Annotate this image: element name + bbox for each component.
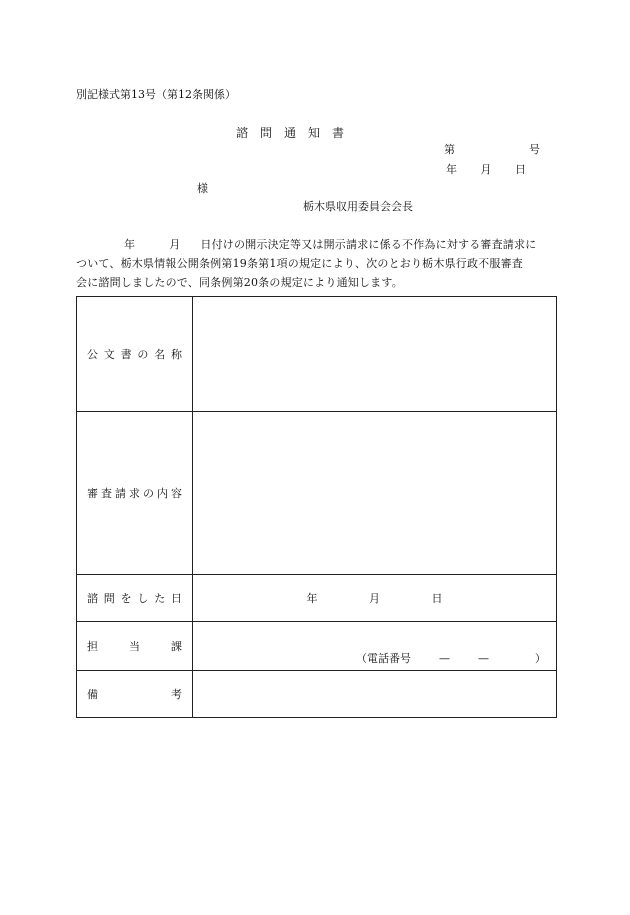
label-char: 容 [171,487,182,500]
phone-close: ） [535,652,546,665]
recipient-honorific: 様 [197,182,208,195]
label-char: 備 [87,688,98,701]
label-document-name [77,297,193,412]
label-char: 査 [101,487,112,500]
body-month: 月 [169,238,181,251]
label-char: 当 [129,640,140,653]
phone-dash-1: — [439,652,450,665]
label-char: 書 [120,348,132,361]
label-char: 求 [129,487,140,500]
label-char: 問 [103,592,115,605]
label-department [77,622,193,671]
label-char: 諮 [87,592,98,605]
phone-dash-2: — [478,652,489,665]
document-number [444,141,540,157]
body-line-1 [76,235,562,254]
form-reference: 別記様式第13号（第12条関係） [76,88,236,101]
body-line-1-rest: 日付けの開示決定等又は開示請求に係る不作為に対する審査請求に [200,238,537,251]
label-char: の [137,348,149,361]
label-char: 日 [170,592,182,605]
body-text [76,235,562,292]
sender-name: 栃木県収用委員会会長 [303,200,413,213]
value-request-content[interactable] [193,412,557,575]
label-char: 文 [103,348,115,361]
body-year: 年 [124,238,136,251]
table-row-remarks [77,671,557,718]
table-row-request-content [77,412,557,575]
table-row-document-name [77,297,557,412]
label-char: し [137,592,149,605]
table-row-department [77,622,557,671]
value-consult-date[interactable]: 年 月 日 [193,575,557,622]
info-table [76,296,557,718]
label-char: 称 [170,348,182,361]
value-remarks[interactable] [193,671,557,718]
label-char: 内 [157,487,168,500]
label-char: 名 [154,348,166,361]
body-line-3: 会に諮問しましたので、同条例第20条の規定により通知します。 [76,276,403,289]
value-department[interactable] [193,622,557,671]
label-char: の [143,487,154,500]
label-char: 審 [87,487,98,500]
table-row-consult-date [77,575,557,622]
label-char: 考 [171,688,182,701]
document-date: 年 月 日 [446,163,526,176]
label-char: 公 [87,348,98,361]
doc-number-prefix: 第 [444,143,455,156]
value-document-name[interactable] [193,297,557,412]
document-title: 諮 問 通 知 書 [236,126,345,140]
body-line-2: ついて、栃木県情報公開条例第19条第1項の規定により、次のとおり栃木県行政不服審査 [76,257,523,270]
label-char: 請 [115,487,126,500]
label-char: 担 [87,640,98,653]
label-char: を [120,592,132,605]
doc-number-suffix: 号 [529,143,540,156]
label-request-content [77,412,193,575]
phone-number [356,650,546,666]
label-char: 課 [171,640,182,653]
label-consult-date [77,575,193,622]
label-remarks [77,671,193,718]
phone-open: （電話番号 [356,652,411,665]
label-char: た [154,592,166,605]
